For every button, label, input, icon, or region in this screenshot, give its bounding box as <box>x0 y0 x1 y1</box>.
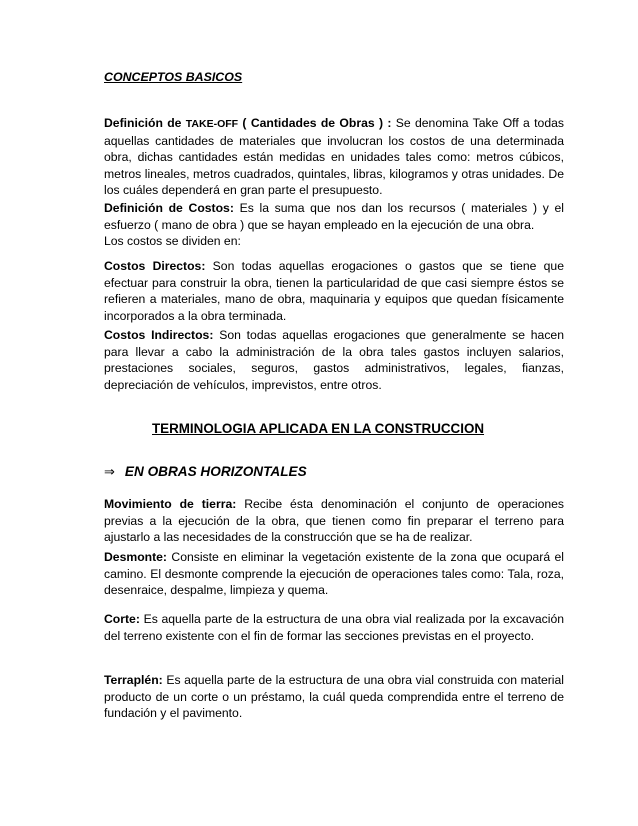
sub-heading <box>104 464 307 480</box>
arrow-right-icon: ⇒ <box>104 464 115 479</box>
main-heading: TERMINOLOGIA APLICADA EN LA CONSTRUCCION <box>152 421 485 436</box>
section-title: CONCEPTOS BASICOS <box>104 70 243 84</box>
term-movimiento-tierra: Movimiento de tierra: <box>104 497 237 511</box>
term-costos-directos: Costos Directos: <box>104 259 206 273</box>
paragraph-corte <box>104 611 564 644</box>
term-take-off-c: ( Cantidades de Obras ) : <box>238 116 392 130</box>
paragraph-costos-indirectos <box>104 327 564 393</box>
paragraph-desmonte-text: Consiste en eliminar la vegetación existente de la zona que ocupará el camino. El desmonte comprende la ejecución de operaciones tales como: Tala, roza, desenraice, despalme, limpieza y quema. <box>104 550 564 597</box>
term-take-off-b: TAKE-OFF <box>185 118 239 130</box>
paragraph-desmonte <box>104 549 564 599</box>
term-desmonte: Desmonte: <box>104 550 167 564</box>
paragraph-movimiento-tierra-text: Recibe ésta denominación el conjunto de operaciones previas a la ejecución de la obra, que tienen como fin preparar el terreno para ajustarlo a las necesidades de la construcción que se ha de realizar. <box>104 497 565 544</box>
paragraph-costos-line2: Los costos se dividen en: <box>104 234 241 248</box>
paragraph-take-off-text: Se denomina Take Off a todas aquellas cantidades de materiales que involucran los costos de una determinada obra, dichas cantidades están medidas en unidades tales como: metros cúbicos, metros lineales, metros cuadrados, quintales, libras, kilogramos y otras unidades. De los cuáles dependerá en gran parte el presupuesto. <box>104 116 564 197</box>
paragraph-corte-text: Es aquella parte de la estructura de una obra vial realizada por la excavación del terreno existente con el fin de formar las secciones previstas en el proyecto. <box>104 612 564 643</box>
paragraph-costos-indirectos-text: Son todas aquellas erogaciones que generalmente se hacen para llevar a cabo la administración de la obra tales gastos incluyen salarios, prestaciones sociales, seguros, gastos administrativos, legales, fianzas, depreciación de vehículos, imprevistos, entre otros. <box>104 328 564 392</box>
paragraph-movimiento-tierra <box>104 496 564 546</box>
paragraph-costos-directos <box>104 258 564 324</box>
paragraph-costos <box>104 200 564 250</box>
paragraph-costos-text: Es la suma que nos dan los recursos ( materiales ) y el esfuerzo ( mano de obra ) que se hayan empleado en la ejecución de una obra. <box>104 201 564 232</box>
paragraph-costos-directos-text: Son todas aquellas erogaciones o gastos que se tiene que efectuar para construir la obra, tienen la particularidad de que casi siempre éstos se refieren a materiales, mano de obra, maquinaria y equipos que quedan físicamente incorporados a la obra terminada. <box>104 259 564 323</box>
paragraph-terraplen <box>104 672 564 722</box>
sub-heading-text: EN OBRAS HORIZONTALES <box>124 464 307 479</box>
paragraph-terraplen-text: Es aquella parte de la estructura de una obra vial construida con material producto de un corte o un préstamo, la cuál queda comprendida entre el terreno de fundación y el pavimento. <box>104 673 564 720</box>
term-terraplen: Terraplén: <box>104 673 163 687</box>
term-costos-indirectos: Costos Indirectos: <box>104 328 214 342</box>
paragraph-take-off <box>104 115 564 199</box>
term-take-off-a: Definición de <box>104 116 186 130</box>
term-costos: Definición de Costos: <box>104 201 234 215</box>
term-corte: Corte: <box>104 612 140 626</box>
